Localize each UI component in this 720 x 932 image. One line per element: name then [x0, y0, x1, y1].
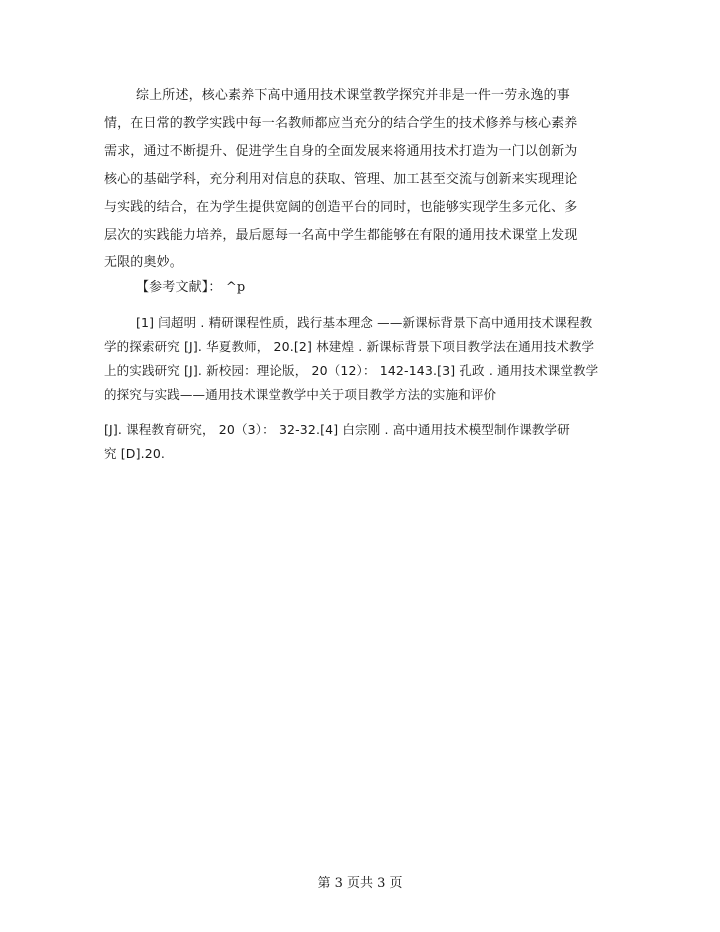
reference-line-5: [J]. 课程教育研究， 20（3）： 32-32.[4] 白宗刚 . 高中通用技术模型制作课教学研: [104, 422, 570, 437]
reference-line-6: 究 [D].20.: [104, 446, 166, 461]
paragraph-line-1: 综上所述，核心素养下高中通用技术课堂教学探究并非是一件一劳永逸的事: [136, 88, 570, 103]
paragraph-line-7: 无限的奥妙。: [104, 255, 183, 270]
reference-line-4: 的探究与实践——通用技术课堂教学中关于项目教学方法的实施和评价: [104, 387, 497, 402]
page-number-footer: 第 3 页共 3 页: [317, 876, 403, 891]
paragraph-line-5: 与实践的结合，在为学生提供宽阔的创造平台的同时，也能够实现学生多元化、多: [104, 200, 578, 215]
reference-line-2: 学的探索研究 [J]. 华夏教师， 20.[2] 林建煌 . 新课标背景下项目教学法在通用技术教学: [104, 339, 595, 354]
reference-line-1: [1] 闫超明 . 精研课程性质，践行基本理念 ——新课标背景下高中通用技术课程教: [136, 315, 593, 330]
paragraph-line-6: 层次的实践能力培养，最后愿每一名高中学生都能够在有限的通用技术课堂上发现: [104, 228, 578, 243]
paragraph-line-2: 情，在日常的教学实践中每一名教师都应当充分的结合学生的技术修养与核心素养: [104, 116, 578, 131]
reference-line-3: 上的实践研究 [J]. 新校园：理论版， 20（12）： 142-143.[3] 孔政 . 通用技术课堂教学: [104, 363, 599, 378]
paragraph-line-4: 核心的基础学科，充分利用对信息的获取、管理、加工甚至交流与创新来实现理论: [104, 172, 578, 187]
references-heading: 【参考文献】： ^p: [136, 280, 246, 295]
paragraph-line-3: 需求，通过不断提升、促进学生自身的全面发展来将通用技术打造为一门以创新为: [104, 144, 578, 159]
